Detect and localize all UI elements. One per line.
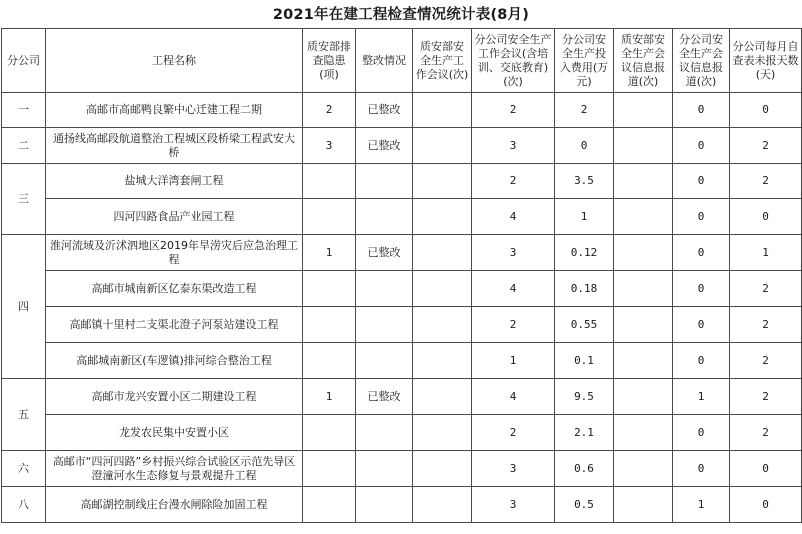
header-hazards: 质安部排查隐患(项) <box>303 29 356 93</box>
investment-cell: 3.5 <box>555 164 614 199</box>
project-name-cell: 高邮市“四河四路”乡村振兴综合试验区示范先导区澄潼河水生态修复与景观提升工程 <box>46 451 303 487</box>
qa-meetings-cell <box>413 164 472 199</box>
branch-cell: 一 <box>2 93 46 128</box>
branch-meetings-cell: 3 <box>472 451 555 487</box>
investment-cell: 2 <box>555 93 614 128</box>
qa-reports-cell <box>614 379 673 415</box>
qa-reports-cell <box>614 164 673 199</box>
table-row <box>2 415 802 451</box>
branch-meetings-cell: 2 <box>472 93 555 128</box>
rectification-cell <box>356 199 413 235</box>
project-name-cell: 通扬线高邮段航道整治工程城区段桥梁工程武安大桥 <box>46 128 303 164</box>
table-row <box>2 487 802 523</box>
qa-meetings-cell <box>413 415 472 451</box>
unreported-days-cell: 2 <box>730 307 802 343</box>
table-title: 2021年在建工程检查情况统计表(8月) <box>272 7 530 23</box>
unreported-days-cell: 2 <box>730 271 802 307</box>
project-name-cell: 高邮湖控制线庄台漫水闸除险加固工程 <box>46 487 303 523</box>
branch-meetings-cell: 3 <box>472 487 555 523</box>
header-project-name: 工程名称 <box>46 29 303 93</box>
hazards-cell: 1 <box>303 235 356 271</box>
qa-reports-cell <box>614 307 673 343</box>
qa-reports-cell <box>614 343 673 379</box>
branch-cell: 三 <box>2 164 46 235</box>
qa-meetings-cell <box>413 128 472 164</box>
hazards-cell <box>303 451 356 487</box>
project-name-cell: 高邮市城南新区亿泰东渠改造工程 <box>46 271 303 307</box>
rectification-cell <box>356 451 413 487</box>
qa-meetings-cell <box>413 199 472 235</box>
rectification-cell <box>356 271 413 307</box>
project-name-cell: 龙发农民集中安置小区 <box>46 415 303 451</box>
branch-reports-cell: 0 <box>673 235 730 271</box>
unreported-days-cell: 2 <box>730 379 802 415</box>
rectification-cell <box>356 415 413 451</box>
project-name-cell: 四河四路食品产业园工程 <box>46 199 303 235</box>
branch-cell: 二 <box>2 128 46 164</box>
qa-meetings-cell <box>413 487 472 523</box>
qa-reports-cell <box>614 199 673 235</box>
investment-cell: 0.6 <box>555 451 614 487</box>
branch-reports-cell: 0 <box>673 199 730 235</box>
header-branch-meetings: 分公司安全生产工作会议(含培训、交底教育)(次) <box>472 29 555 93</box>
branch-meetings-cell: 2 <box>472 307 555 343</box>
header-unreported-days: 分公司每月自查表未报天数(天) <box>730 29 802 93</box>
branch-cell: 五 <box>2 379 46 451</box>
unreported-days-cell: 0 <box>730 451 802 487</box>
investment-cell: 0.1 <box>555 343 614 379</box>
unreported-days-cell: 2 <box>730 128 802 164</box>
investment-cell: 1 <box>555 199 614 235</box>
branch-reports-cell: 0 <box>673 343 730 379</box>
investment-cell: 0.12 <box>555 235 614 271</box>
branch-reports-cell: 1 <box>673 487 730 523</box>
qa-meetings-cell <box>413 93 472 128</box>
hazards-cell <box>303 415 356 451</box>
rectification-cell: 已整改 <box>356 128 413 164</box>
qa-meetings-cell <box>413 379 472 415</box>
table-row <box>2 307 802 343</box>
header-investment: 分公司安全生产投入费用(万元) <box>555 29 614 93</box>
table-row <box>2 128 802 164</box>
hazards-cell: 3 <box>303 128 356 164</box>
investment-cell: 2.1 <box>555 415 614 451</box>
qa-reports-cell <box>614 451 673 487</box>
rectification-cell <box>356 164 413 199</box>
header-qa-meetings: 质安部安全生产工作会议(次) <box>413 29 472 93</box>
branch-reports-cell: 0 <box>673 128 730 164</box>
unreported-days-cell: 2 <box>730 415 802 451</box>
rectification-cell <box>356 487 413 523</box>
unreported-days-cell: 1 <box>730 235 802 271</box>
hazards-cell <box>303 343 356 379</box>
table-row <box>2 199 802 235</box>
branch-meetings-cell: 3 <box>472 128 555 164</box>
qa-reports-cell <box>614 271 673 307</box>
investment-cell: 0 <box>555 128 614 164</box>
investment-cell: 0.55 <box>555 307 614 343</box>
branch-meetings-cell: 4 <box>472 199 555 235</box>
investment-cell: 0.5 <box>555 487 614 523</box>
qa-reports-cell <box>614 93 673 128</box>
qa-meetings-cell <box>413 271 472 307</box>
rectification-cell: 已整改 <box>356 93 413 128</box>
investment-cell: 9.5 <box>555 379 614 415</box>
inspection-table <box>1 28 802 523</box>
project-name-cell: 高邮镇十里村二支渠北澄子河泵站建设工程 <box>46 307 303 343</box>
unreported-days-cell: 0 <box>730 199 802 235</box>
investment-cell: 0.18 <box>555 271 614 307</box>
branch-reports-cell: 1 <box>673 379 730 415</box>
branch-meetings-cell: 2 <box>472 164 555 199</box>
table-row <box>2 451 802 487</box>
header-branch-reports: 分公司安全生产会议信息报道(次) <box>673 29 730 93</box>
project-name-cell: 盐城大洋湾套闸工程 <box>46 164 303 199</box>
branch-cell: 八 <box>2 487 46 523</box>
project-name-cell: 淮河流域及沂沭泗地区2019年旱涝灾后应急治理工程 <box>46 235 303 271</box>
table-row <box>2 271 802 307</box>
qa-meetings-cell <box>413 451 472 487</box>
hazards-cell <box>303 307 356 343</box>
branch-meetings-cell: 1 <box>472 343 555 379</box>
unreported-days-cell: 0 <box>730 93 802 128</box>
hazards-cell <box>303 164 356 199</box>
unreported-days-cell: 0 <box>730 487 802 523</box>
branch-cell: 六 <box>2 451 46 487</box>
rectification-cell <box>356 343 413 379</box>
branch-reports-cell: 0 <box>673 415 730 451</box>
branch-reports-cell: 0 <box>673 307 730 343</box>
header-qa-reports: 质安部安全生产会议信息报道(次) <box>614 29 673 93</box>
table-row <box>2 235 802 271</box>
rectification-cell <box>356 307 413 343</box>
project-name-cell: 高邮市高邮鸭良繁中心迁建工程二期 <box>46 93 303 128</box>
hazards-cell: 2 <box>303 93 356 128</box>
hazards-cell: 1 <box>303 379 356 415</box>
branch-reports-cell: 0 <box>673 271 730 307</box>
unreported-days-cell: 2 <box>730 164 802 199</box>
branch-meetings-cell: 2 <box>472 415 555 451</box>
table-row <box>2 379 802 415</box>
branch-reports-cell: 0 <box>673 164 730 199</box>
branch-meetings-cell: 4 <box>472 379 555 415</box>
table-row <box>2 343 802 379</box>
table-row <box>2 164 802 199</box>
branch-cell: 四 <box>2 235 46 379</box>
unreported-days-cell: 2 <box>730 343 802 379</box>
header-rectification: 整改情况 <box>356 29 413 93</box>
hazards-cell <box>303 271 356 307</box>
hazards-cell <box>303 199 356 235</box>
qa-reports-cell <box>614 128 673 164</box>
project-name-cell: 高邮城南新区(车逻镇)排河综合整治工程 <box>46 343 303 379</box>
rectification-cell: 已整改 <box>356 235 413 271</box>
branch-meetings-cell: 3 <box>472 235 555 271</box>
qa-meetings-cell <box>413 235 472 271</box>
qa-reports-cell <box>614 415 673 451</box>
hazards-cell <box>303 487 356 523</box>
branch-reports-cell: 0 <box>673 93 730 128</box>
table-row <box>2 93 802 128</box>
project-name-cell: 高邮市龙兴安置小区二期建设工程 <box>46 379 303 415</box>
qa-meetings-cell <box>413 307 472 343</box>
branch-reports-cell: 0 <box>673 451 730 487</box>
header-row <box>2 29 802 93</box>
qa-reports-cell <box>614 487 673 523</box>
rectification-cell: 已整改 <box>356 379 413 415</box>
branch-meetings-cell: 4 <box>472 271 555 307</box>
qa-reports-cell <box>614 235 673 271</box>
header-branch: 分公司 <box>2 29 46 93</box>
qa-meetings-cell <box>413 343 472 379</box>
